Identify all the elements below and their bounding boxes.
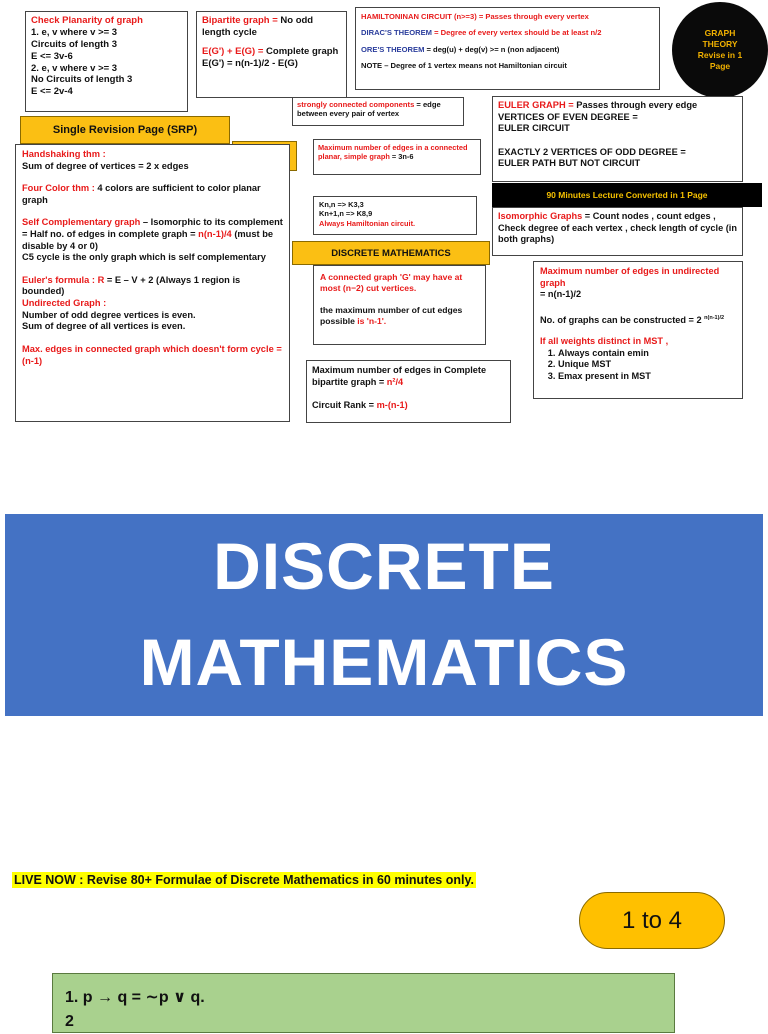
complete-bipartite-box: Maximum number of edges in Complete bipartite graph = n²/4 Circuit Rank = m-(n-1) (306, 360, 511, 423)
planarity-title: Check Planarity of graph (31, 15, 143, 26)
knn-box: Kn,n => K3,3 Kn+1,n => K8,9 Always Hamiltonian circuit. (313, 196, 477, 235)
cut-vertices-box: A connected graph 'G' may have at most (n−2) cut vertices. the maximum number of cut edges possible is 'n-1'. (313, 265, 486, 345)
hamiltonian-note: NOTE – Degree of 1 vertex means not Hamiltonian circuit (361, 61, 567, 71)
badge-line: Revise in 1 (697, 50, 743, 60)
formula-line: 1. p → q = ∼p ∨ q. (65, 989, 205, 1006)
left-formulas-box: Handshaking thm : Sum of degree of vertices = 2 x edges Four Color thm : 4 colors are sufficient to color planar graph Self Complementary graph – Isomorphic to its complement = Half no. of edges in complete graph = n(n-1)/4 (must be disable by 4 or 0) C5 cycle is the only graph which is self complementary Euler's formula : R = E – V + 2 (Always 1 region is bounded) Undirected Graph : Number of odd degree vertices is even. Sum of degree of all vertices is even. Max. edges in connected graph which doesn't form cycle = (n-1) (15, 144, 290, 422)
complement-def: E(G') + E(G) = Complete graph (202, 45, 339, 57)
list-item: 2. Unique MST (558, 359, 736, 371)
planarity-line: E <= 2v-4 (31, 86, 73, 98)
badge-line: THEORY (702, 38, 738, 49)
ore-theorem: ORE'S THEOREM = deg(u) + deg(v) >= n (non adjacent) (361, 44, 560, 54)
mst-box: Maximum number of edges in undirected graph = n(n-1)/2 No. of graphs can be constructed = 2 $^{n(n-1)/2}$ If all weights distinct in MST , 1. Always contain emin 2. Unique MST 3. Emax present in MST (533, 261, 743, 399)
list-item: 1. Always contain emin (558, 348, 736, 360)
hero-title-line: MATHEMATICS (139, 625, 629, 699)
badge-line: Page (709, 61, 731, 72)
range-pill: 1 to 4 (579, 892, 725, 949)
lecture-banner: 90 Minutes Lecture Converted in 1 Page (492, 183, 762, 207)
scc-box: strongly connected components = edge between every pair of vertex (292, 97, 464, 126)
bipartite-box (196, 11, 347, 98)
badge-line: GRAPH (704, 27, 736, 38)
list-item: 3. Emax present in MST (558, 371, 736, 383)
mst-list (540, 348, 736, 383)
planar-edges-box: Maximum number of edges in a connected planar, simple graph = 3n-6 (313, 139, 481, 175)
dirac-theorem: DIRAC'S THEOREM = Degree of every vertex should be at least n/2 (361, 28, 602, 38)
planarity-line: Circuits of length 3 (31, 38, 118, 50)
formula-box (52, 973, 675, 1033)
hamiltonian-box (355, 7, 660, 90)
live-now-text: LIVE NOW : Revise 80+ Formulae of Discrete Mathematics in 60 minutes only. (14, 873, 474, 887)
planarity-line: E <= 3v-6 (31, 50, 73, 62)
formula-line: 2 (65, 1013, 74, 1030)
bipartite-def: Bipartite graph = No odd length cycle (202, 15, 314, 38)
isomorphic-box: Isomorphic Graphs = Count nodes , count edges , Check degree of each vertex , check length of cycle (in both graphs) (492, 207, 743, 256)
dm-banner: DISCRETE MATHEMATICS (292, 241, 490, 265)
hero-title-line: DISCRETE (213, 529, 555, 604)
planarity-line: 1. e, v where v >= 3 (31, 26, 118, 38)
srp-banner: Single Revision Page (SRP) (20, 116, 230, 144)
hamiltonian-circuit: HAMILTONINAN CIRCUIT (n>=3) = Passes through every vertex (361, 12, 589, 21)
complement-formula: E(G') = n(n-1)/2 - E(G) (202, 57, 298, 69)
planarity-line: 2. e, v where v >= 3 (31, 62, 118, 74)
planarity-box (25, 11, 188, 112)
planarity-line: No Circuits of length 3 (31, 74, 133, 86)
euler-box: EULER GRAPH = Passes through every edge VERTICES OF EVEN DEGREE = EULER CIRCUIT EXACTLY 2 VERTICES OF ODD DEGREE = EULER PATH BUT NOT CIRCUIT (492, 96, 743, 182)
graph-theory-badge (672, 2, 768, 98)
hero-banner (5, 514, 763, 716)
